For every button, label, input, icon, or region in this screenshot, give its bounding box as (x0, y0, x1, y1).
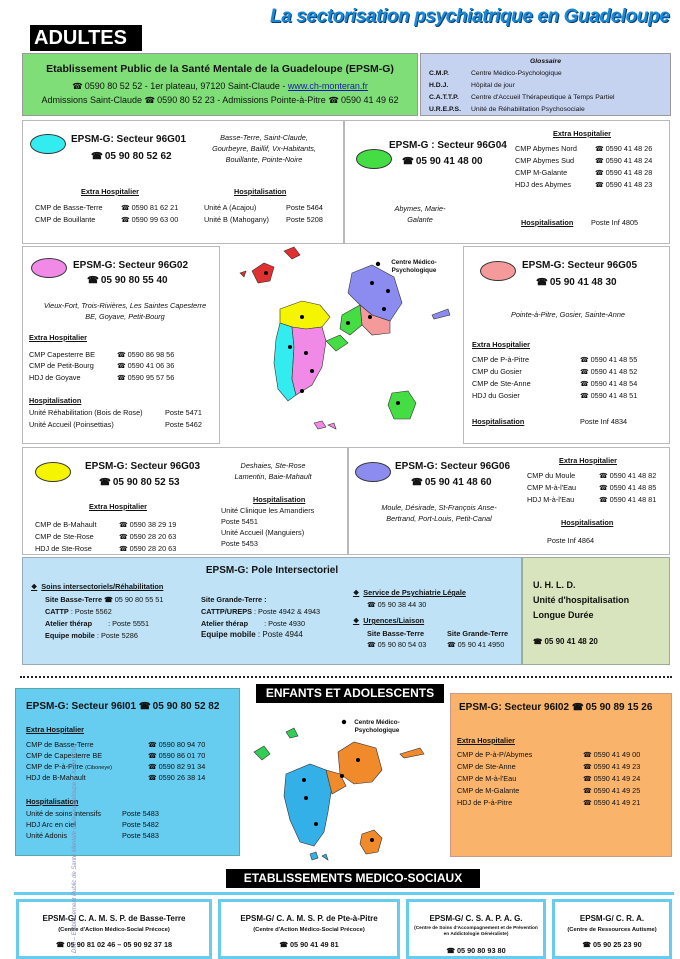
hospitalisation-heading: Hospitalisation (234, 187, 287, 196)
phone-icon (148, 751, 159, 760)
sector-96i01-phone: 05 90 80 52 82 (152, 701, 220, 712)
soins-title: ❖ Soins intersectoriels/Réhabilitation (31, 582, 163, 591)
uhld-phone: 05 90 41 48 20 (544, 637, 598, 646)
phone-icon (121, 203, 132, 212)
sector-96g03-color-dot (35, 462, 71, 482)
phone-icon (117, 361, 128, 370)
sector-96g02-panel: EPSM-G: Secteur 96G02 ☎ 05 90 80 55 40 Vieux-Fort, Trois-Rivières, Les Saintes Capesterre BE, Goyave, Petit-Bourg Extra Hospitalier CMP Capesterre BE ☎ 0590 86 98 56 CMP de Petit-Bourg ☎ 0590 41 06 36 HDJ de Goyave ☎ 0590 95 57 56 Hospitalisation Unité Réhabilitation (Bois de Rose) Poste 5471 Unité Accueil (Poinsettias) Poste 5462 (22, 246, 220, 444)
phone-icon (328, 95, 341, 105)
phone-icon (119, 532, 130, 541)
medico-card-cra: EPSM-G/ C. R. A. (Centre de Ressources Autisme) ☎ 05 90 25 23 90 (552, 899, 672, 959)
list-item: HDJ de Goyave (29, 373, 81, 382)
sector-96g04-phone: 05 90 41 48 00 (415, 156, 483, 167)
phone-icon (447, 640, 458, 649)
sector-96g06-areas: Moule, Désirade, St-François Anse-Bertrand, Port-Louis, Petit-Canal (381, 503, 497, 523)
phone-icon (87, 275, 101, 286)
sector-96i02-phone: 05 90 89 15 26 (585, 702, 653, 713)
phone-icon (595, 156, 606, 165)
phone-icon (572, 702, 586, 713)
phone-icon (411, 477, 425, 488)
list-item: CMP du Moule (527, 471, 576, 480)
list-item: CMP de Basse-Terre (35, 203, 103, 212)
phone-icon (72, 81, 85, 91)
sector-96i01-panel: EPSM-G: Secteur 96I01 ☎ 05 90 80 52 82 Extra Hospitalier CMP de Basse-Terre ☎ 0590 80 94 70 CMP de Capesterre BE ☎ 0590 86 01 70 CMP de P-à-Pitre (Ciboneye) ☎ 0590 82 91 34 HDJ de B-Mahault ☎ 0590 26 38 14 Hospitalisation Unité de soins intensifs Poste 5483 HDJ Arc en ciel Poste 5482 Unité Adonis Poste 5483 (15, 688, 240, 856)
list-item: CMP de Ste-Anne (457, 762, 516, 771)
sector-96g02-phone: 05 90 80 55 40 (100, 275, 168, 286)
list-item: CMP de P-à-Pitre (472, 355, 530, 364)
epsm-header (22, 53, 418, 116)
phone-icon (599, 495, 610, 504)
hospitalisation-heading: Hospitalisation (29, 396, 82, 405)
list-item: CMP M-Galante (515, 168, 568, 177)
page-title: La sectorisation psychiatrique en Guadeloupe (270, 6, 670, 27)
sector-96g01-phone: 05 90 80 52 62 (104, 151, 172, 162)
sector-96g01-color-dot (30, 134, 66, 154)
hospitalisation-heading: Hospitalisation (472, 417, 525, 426)
phone-icon (583, 774, 594, 783)
medico-card-csapag: EPSM-G/ C. S. A. P. A. G. (Centre de Soins d'Accompagnement et de Prévention en Addictologie Généraliste) ☎ 05 90 80 93 80 (406, 899, 546, 959)
phone-icon (533, 637, 544, 646)
phone-icon (583, 798, 594, 807)
list-item: CMP Abymes Sud (515, 156, 575, 165)
urgences-liaison-title: ❖ Urgences/Liaison (353, 616, 424, 625)
sector-96g01-areas: Basse-Terre, Saint-Claude, Gourbeyre, Baillif, Vx-Habitants, Bouillante, Pointe-Noire (212, 133, 316, 164)
list-item: CMP de Ste-Anne (472, 379, 531, 388)
list-item: HDJ de B-Mahault (26, 773, 86, 782)
list-item: HDJ M-à-l'Eau (527, 495, 575, 504)
phone-icon (148, 762, 159, 771)
extra-hospitalier-heading: Extra Hospitalier (29, 333, 87, 342)
list-item: CMP de Bouillante (35, 215, 96, 224)
phone-icon (402, 156, 416, 167)
extra-hospitalier-heading: Extra Hospitalier (81, 187, 139, 196)
hospitalisation-heading: Hospitalisation (26, 797, 79, 806)
sector-96g06-name: EPSM-G: Secteur 96G06 (395, 461, 511, 472)
list-item: HDJ de Ste-Rose (35, 544, 92, 553)
sector-96g05-phone: 05 90 41 48 30 (549, 277, 617, 288)
list-item: CMP Capesterre BE (29, 350, 95, 359)
list-item: CMP de Ste-Rose (35, 532, 94, 541)
list-item: CMP de P-à-Pitre (Ciboneye) (26, 762, 112, 771)
sector-96g04-panel: EPSM-G : Secteur 96G04 ☎ 05 90 41 48 00 Abymes, Marie-Galante Extra Hospitalier CMP Abymes Nord ☎ 0590 41 48 26 CMP Abymes Sud ☎ 0590 41 48 24 CMP M-Galante ☎ 0590 41 48 28 HDJ des Abymes ☎ 0590 41 48 23 Hospitalisation Poste Inf 4805 (344, 120, 670, 244)
phone-icon (99, 477, 113, 488)
phone-icon (279, 940, 290, 949)
phone-icon (367, 600, 378, 609)
extra-hospitalier-heading: Extra Hospitalier (26, 725, 84, 734)
phone-icon (148, 740, 159, 749)
phone-icon (56, 940, 67, 949)
extra-hospitalier-heading: Extra Hospitalier (457, 736, 515, 745)
phone-icon (139, 701, 153, 712)
phone-icon (582, 940, 593, 949)
list-item: Unité Adonis (26, 831, 67, 840)
phone-icon (580, 391, 591, 400)
sector-96g05-panel: EPSM-G: Secteur 96G05 ☎ 05 90 41 48 30 Pointe-à-Pitre, Gosier, Sainte-Anne Extra Hospitalier CMP de P-à-Pitre ☎ 0590 41 48 55 CMP du Gosier ☎ 0590 41 48 52 CMP de Ste-Anne ☎ 0590 41 48 54 HDJ du Gosier ☎ 0590 41 48 51 Hospitalisation Poste Inf 4834 (463, 246, 670, 444)
adultes-label: ADULTES (30, 25, 142, 51)
medico-card-camsp-pte-a-pitre: EPSM-G/ C. A. M. S. P. de Pte-à-Pitre (Centre d'Action Médico-Social Précoce) ☎ 05 90 41 49 81 (218, 899, 400, 959)
phone-icon (580, 355, 591, 364)
phone-icon (121, 215, 132, 224)
sector-96i02-panel: EPSM-G: Secteur 96I02 ☎ 05 90 89 15 26 Extra Hospitalier CMP de P-à-P/Abymes ☎ 0590 41 49 00 CMP de Ste-Anne ☎ 0590 41 49 23 CMP de M-à-l'Eau ☎ 0590 41 49 24 CMP de M-Galante ☎ 0590 41 49 25 HDJ de P-à-Pitre ☎ 0590 41 49 21 (450, 693, 672, 857)
hospitalisation-heading: Hospitalisation (521, 218, 574, 227)
phone-icon (446, 946, 457, 955)
list-item: CMP de B-Mahault (35, 520, 97, 529)
list-item: Unité Clinique les Amandiers (221, 506, 315, 515)
phone-icon (583, 762, 594, 771)
hospitalisation-heading: Hospitalisation (561, 518, 614, 527)
list-item: CMP M-à-l'Eau (527, 483, 577, 492)
sector-96g04-color-dot (356, 149, 392, 169)
list-item: CMP de P-à-P/Abymes (457, 750, 533, 759)
sector-96g06-color-dot (355, 462, 391, 482)
glossary-title: Glossaire (530, 58, 561, 65)
psychiatrie-legale-title: ❖ Service de Psychiatrie Légale (353, 588, 466, 597)
sector-96i01-name: EPSM-G: Secteur 96I01 (26, 701, 137, 712)
phone-icon (595, 180, 606, 189)
sector-96g02-name: EPSM-G: Secteur 96G02 (73, 260, 189, 271)
epsm-name: Etablissement Public de la Santé Mentale de la Guadeloupe (EPSM-G) (46, 63, 394, 75)
sector-96g05-color-dot (480, 261, 516, 281)
extra-hospitalier-heading: Extra Hospitalier (559, 456, 617, 465)
vertical-footer: DIM – Etablissement Public de Santé Mentale de la Guadeloupe – Juillet 2018 (72, 744, 78, 953)
sector-96g06-panel: EPSM-G: Secteur 96G06 ☎ 05 90 41 48 60 Moule, Désirade, St-François Anse-Bertrand, Port-Louis, Petit-Canal Extra Hospitalier CMP du Moule ☎ 0590 41 48 82 CMP M-à-l'Eau ☎ 0590 41 48 85 HDJ M-à-l'Eau ☎ 0590 41 48 81 Hospitalisation Poste Inf 4864 (348, 447, 670, 555)
sector-96g04-name: EPSM-G : Secteur 96G04 (389, 140, 507, 151)
phone-icon (580, 379, 591, 388)
medico-social-row (14, 892, 674, 959)
medico-label: ETABLISSEMENTS MEDICO-SOCIAUX (226, 869, 480, 888)
phone-icon (595, 168, 606, 177)
sector-96g05-areas: Pointe-à-Pitre, Gosier, Sainte-Anne (511, 310, 625, 319)
phone-icon (536, 277, 550, 288)
phone-icon (583, 750, 594, 759)
guadeloupe-children-map (250, 708, 440, 866)
enfants-label: ENFANTS ET ADOLESCENTS (256, 684, 444, 703)
list-item: CMP Abymes Nord (515, 144, 577, 153)
phone-icon (104, 595, 115, 604)
extra-hospitalier-heading: Extra Hospitalier (553, 129, 611, 138)
sector-96g05-name: EPSM-G: Secteur 96G05 (522, 260, 638, 271)
list-item: Unité Accueil (Manguiers) (221, 528, 305, 537)
phone-icon (119, 520, 130, 529)
list-item: HDJ du Gosier (472, 391, 520, 400)
list-item: HDJ des Abymes (515, 180, 571, 189)
phone-icon (599, 471, 610, 480)
list-item: CMP de Basse-Terre (26, 740, 94, 749)
phone-icon (117, 350, 128, 359)
phone-icon (580, 367, 591, 376)
sector-96g03-panel: EPSM-G: Secteur 96G03 ☎ 05 90 80 52 53 Deshaies, Ste-Rose Lamentin, Baie-Mahault Extra Hospitalier CMP de B-Mahault ☎ 0590 38 29 19 CMP de Ste-Rose ☎ 0590 28 20 63 HDJ de Ste-Rose ☎ 0590 28 20 63 Hospitalisation Unité Clinique les Amandiers Poste 5451 Unité Accueil (Manguiers) Poste 5453 (22, 447, 348, 555)
sector-96g03-areas: Deshaies, Ste-Rose Lamentin, Baie-Mahault (234, 461, 312, 481)
sector-96g02-areas: Vieux-Fort, Trois-Rivières, Les Saintes Capesterre BE, Goyave, Petit-Bourg (43, 301, 207, 321)
phone-icon (91, 151, 105, 162)
phone-icon (595, 144, 606, 153)
sector-96g02-color-dot (31, 258, 67, 278)
list-item: CMP de M-à-l'Eau (457, 774, 517, 783)
list-item: Unité de soins intensifs (26, 809, 102, 818)
sector-96g01-panel: EPSM-G: Secteur 96G01 ☎ 05 90 80 52 62 Basse-Terre, Saint-Claude, Gourbeyre, Baillif, Vx-Habitants, Bouillante, Pointe-Noire Extra Hospitalier Hospitalisation CMP de Basse-Terre ☎ 0590 81 62 21 CMP de Bouillante ☎ 0590 99 63 00 Unité A (Acajou) Poste 5464 Unité B (Mahogany) Poste 5208 (22, 120, 344, 244)
list-item: Unité Réhabilitation (Bois de Rose) (29, 408, 143, 417)
epsm-line2: Admissions Saint-Claude ☎ 0590 80 52 23 - Admissions Pointe-à-Pitre ☎ 0590 41 49 62 (23, 95, 417, 106)
uhld-panel: U. H. L. D. Unité d'hospitalisation Longue Durée ☎ 05 90 41 48 20 (522, 557, 670, 665)
phone-icon (117, 373, 128, 382)
map-legend-cmp: Centre Médico-Psychologique (391, 259, 437, 274)
pole-intersectoriel-panel: EPSM-G: Pole Intersectoriel ❖ Soins intersectoriels/Réhabilitation Site Basse-Terre ☎ 05 90 80 55 51 CATTP : Poste 5562 Atelier thérap : Poste 5551 Equipe mobile : Poste 5286 Site Grande-Terre : CATTP/UREPS : Poste 4942 & 4943 Atelier thérap : Poste 4930 Equipe mobile : Poste 4944 ❖ Service de Psychiatrie Légale ☎ 05 90 38 44 30 ❖ Urgences/Liaison Site Basse-Terre ☎ 05 90 80 54 03 Site Grande-Terre ☎ 05 90 41 4950 (22, 557, 522, 665)
hospitalisation-heading: Hospitalisation (253, 495, 306, 504)
sector-96g06-phone: 05 90 41 48 60 (424, 477, 492, 488)
phone-icon (599, 483, 610, 492)
glossary-panel: Glossaire C.M.P. Centre Médico-Psychologique H.D.J. Hôpital de jour C.A.T.T.P. Centre d'Accueil Thérapeutique à Temps Partiel U.R.E.P.S. Unité de Réhabilitation Psychosociale (420, 53, 671, 116)
sector-96g03-name: EPSM-G: Secteur 96G03 (85, 461, 201, 472)
list-item: HDJ de P-à-Pitre (457, 798, 513, 807)
phone-icon (367, 640, 378, 649)
list-item: Unité B (Mahogany) (204, 215, 269, 224)
list-item: CMP du Gosier (472, 367, 522, 376)
pole-title: EPSM-G: Pole Intersectoriel (205, 565, 339, 576)
list-item: Unité A (Acajou) (204, 203, 257, 212)
sector-96g03-phone: 05 90 80 52 53 (112, 477, 180, 488)
epsm-website-link[interactable]: www.ch-monteran.fr (287, 81, 368, 91)
epsm-line1: ☎ 0590 80 52 52 - 1er plateau, 97120 Saint-Claude - www.ch-monteran.fr (23, 81, 417, 92)
list-item: CMP de Capesterre BE (26, 751, 103, 760)
extra-hospitalier-heading: Extra Hospitalier (472, 340, 530, 349)
list-item: CMP de Petit-Bourg (29, 361, 94, 370)
phone-icon (583, 786, 594, 795)
phone-icon (119, 544, 130, 553)
section-separator (20, 676, 672, 678)
list-item: HDJ Arc en ciel (26, 820, 76, 829)
list-item: Unité Accueil (Poinsettias) (29, 420, 114, 429)
sector-96g04-areas: Abymes, Marie-Galante (394, 204, 446, 224)
phone-icon (148, 773, 159, 782)
sector-96g01-name: EPSM-G: Secteur 96G01 (71, 134, 187, 145)
list-item: CMP de M-Galante (457, 786, 520, 795)
medico-card-camsp-basse-terre: EPSM-G/ C. A. M. S. P. de Basse-Terre (Centre d'Action Médico-Social Précoce) ☎ 05 90 81 02 46 – 05 90 92 37 18 (16, 899, 212, 959)
extra-hospitalier-heading: Extra Hospitalier (89, 502, 147, 511)
phone-icon (145, 95, 158, 105)
map-legend-cmp-children: Centre Médico-Psychologique (354, 719, 400, 734)
sector-96i02-name: EPSM-G: Secteur 96I02 (459, 702, 570, 713)
